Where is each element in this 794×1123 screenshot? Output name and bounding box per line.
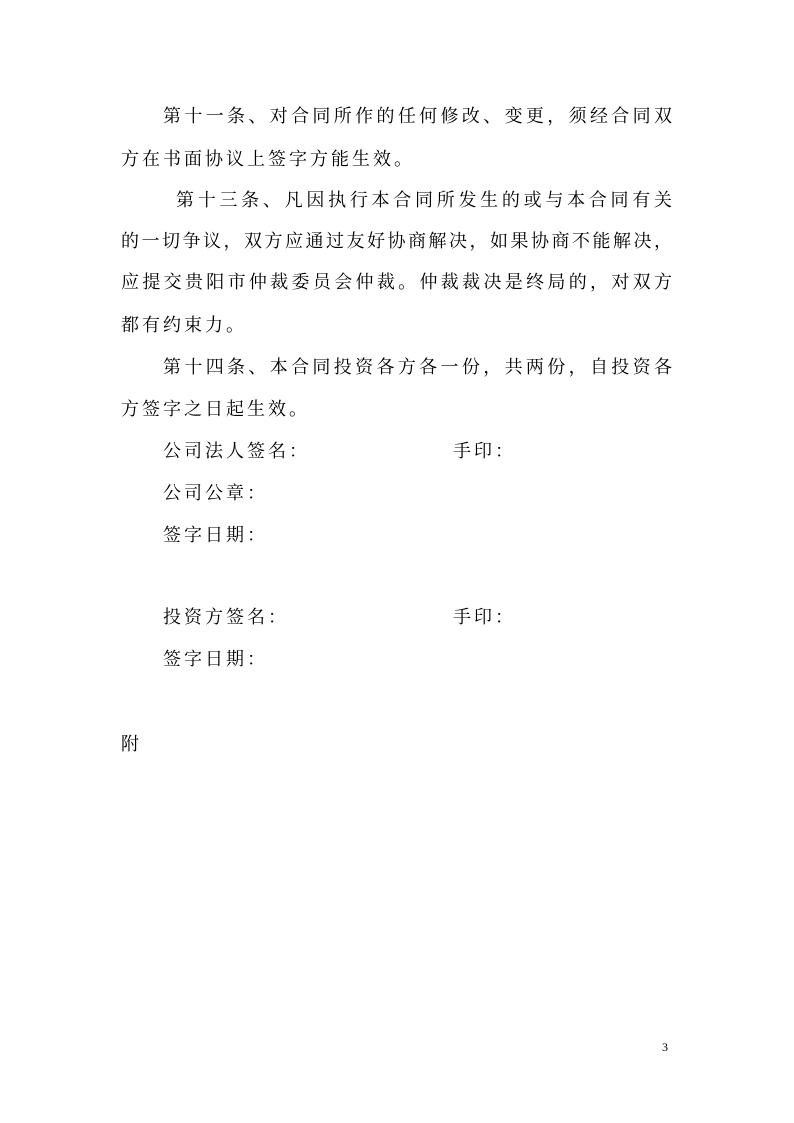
page-number: 3 [662, 1040, 668, 1054]
article-13-line-2: 的一切争议，双方应通过友好协商解决，如果协商不能解决， [121, 231, 672, 252]
appendix-label: 附 [121, 734, 142, 755]
article-13-line-1: 第十三条、凡因执行本合同所发生的或与本合同有关 [176, 190, 672, 211]
article-11-line-1: 第十一条、对合同所作的任何修改、变更，须经合同双 [163, 106, 672, 127]
article-11-line-2: 方在书面协议上签字方能生效。 [121, 149, 415, 170]
company-legal-person-signature-label: 公司法人签名： [163, 441, 310, 462]
company-signature-date-label: 签字日期： [163, 525, 268, 546]
investor-signature-label: 投资方签名： [163, 607, 289, 628]
article-13-line-3: 应提交贵阳市仲裁委员会仲裁。仲裁裁决是终局的，对双方 [121, 272, 672, 293]
article-13-line-4: 都有约束力。 [121, 315, 247, 336]
company-seal-label: 公司公章： [163, 483, 268, 504]
article-14-line-1: 第十四条、本合同投资各方各一份，共两份，自投资各 [163, 357, 672, 378]
investor-handprint-label: 手印： [453, 607, 516, 628]
investor-signature-date-label: 签字日期： [163, 649, 268, 670]
company-handprint-label: 手印： [453, 441, 516, 462]
article-14-line-2: 方签字之日起生效。 [121, 399, 310, 420]
